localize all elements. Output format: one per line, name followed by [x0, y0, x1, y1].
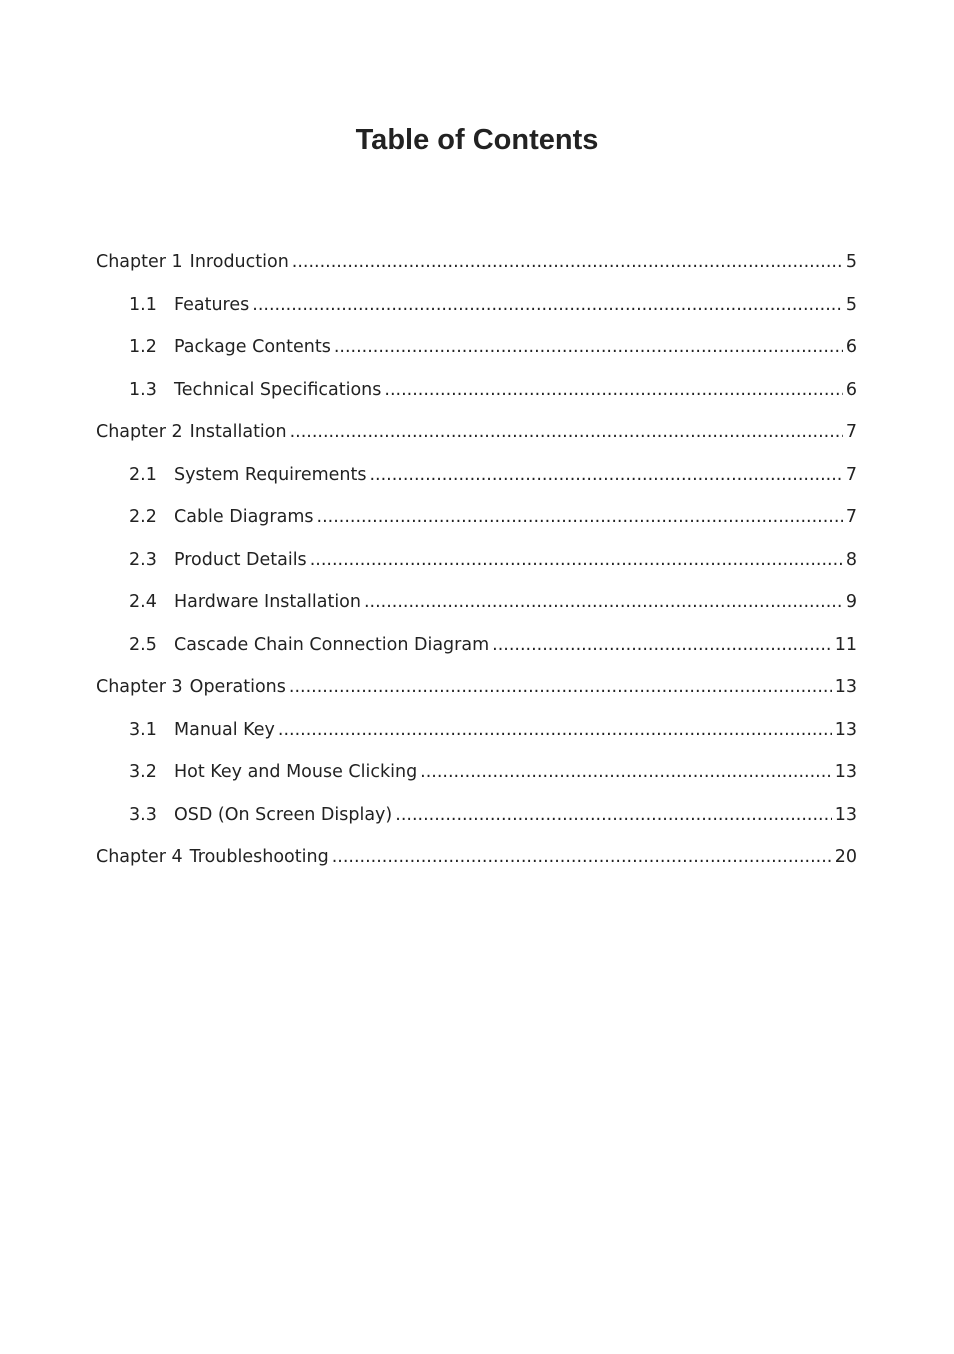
toc-entry-page: 11	[834, 634, 857, 655]
toc-entry-page: 5	[845, 252, 857, 272]
toc-entry-number: 2.5	[129, 634, 157, 655]
toc-entry-number: 2.4	[129, 592, 157, 612]
toc-entry-section-1-2[interactable]	[96, 326, 857, 369]
toc-entry-number: 1.3	[129, 379, 157, 400]
toc-entry-section-2-1[interactable]	[96, 454, 857, 497]
toc-entry-chapter-1[interactable]	[96, 241, 857, 284]
toc-entry-label: Features	[174, 294, 250, 315]
toc-entry-chapter-2[interactable]	[96, 411, 857, 454]
page-title: Table of Contents	[355, 124, 599, 156]
toc-entry-page: 13	[834, 677, 857, 697]
toc-entry-section-2-5[interactable]	[96, 624, 857, 667]
toc-entry-number: 3.3	[129, 804, 157, 825]
toc-entry-label: System Requirements	[174, 464, 367, 485]
toc-entry-label: Cascade Chain Connection Diagram	[174, 634, 490, 655]
dot-leader	[420, 751, 832, 794]
toc-entry-number: 2.3	[129, 549, 157, 570]
toc-entry-label: OSD (On Screen Display)	[174, 804, 393, 825]
dot-leader	[278, 709, 832, 752]
dot-leader	[252, 284, 843, 327]
toc-entry-label: Inroduction	[189, 252, 289, 272]
toc-entry-label: Package Contents	[174, 337, 331, 357]
toc-entry-page: 7	[845, 464, 857, 485]
toc-entry-label: Installation	[189, 422, 287, 442]
dot-leader	[332, 836, 832, 879]
toc-entry-number: 2.2	[129, 507, 157, 527]
dot-leader	[317, 496, 843, 539]
toc-entry-section-2-3[interactable]	[96, 539, 857, 582]
toc-entry-page: 9	[845, 592, 857, 612]
dot-leader	[289, 666, 832, 709]
toc-entry-section-3-3[interactable]	[96, 794, 857, 837]
toc-entry-page: 6	[845, 379, 857, 400]
toc-entry-section-1-3[interactable]	[96, 369, 857, 412]
toc-entry-label: Troubleshooting	[189, 847, 329, 867]
toc-entry-number: 3.1	[129, 719, 157, 740]
toc-entry-section-1-1[interactable]	[96, 284, 857, 327]
dot-leader	[492, 624, 832, 667]
toc-entry-label: Technical Specifications	[174, 379, 382, 400]
toc-entry-page: 13	[834, 719, 857, 740]
toc-entry-label: Product Details	[174, 549, 307, 570]
toc-entry-page: 13	[834, 804, 857, 825]
toc-entry-label: Manual Key	[174, 719, 275, 740]
toc-entry-chapter-4[interactable]	[96, 836, 857, 879]
dot-leader	[395, 794, 831, 837]
toc-entry-label: Hardware Installation	[174, 592, 361, 612]
toc-entry-chapter-3[interactable]	[96, 666, 857, 709]
toc-entry-label: Hot Key and Mouse Clicking	[174, 762, 418, 782]
dot-leader	[290, 411, 843, 454]
toc-entry-page: 5	[845, 294, 857, 315]
toc-entry-section-3-1[interactable]	[96, 709, 857, 752]
table-of-contents	[96, 241, 857, 879]
toc-entry-number: 1.1	[129, 294, 157, 315]
dot-leader	[364, 581, 843, 624]
toc-entry-label: Operations	[189, 677, 286, 697]
toc-entry-page: 7	[845, 507, 857, 527]
toc-entry-number: 2.1	[129, 464, 157, 485]
toc-entry-section-2-2[interactable]	[96, 496, 857, 539]
toc-entry-section-3-2[interactable]	[96, 751, 857, 794]
dot-leader	[384, 369, 842, 412]
toc-entry-number: Chapter 4	[96, 847, 183, 867]
toc-entry-page: 7	[845, 422, 857, 442]
toc-entry-number: Chapter 1	[96, 252, 183, 272]
toc-entry-number: 3.2	[129, 762, 157, 782]
toc-entry-section-2-4[interactable]	[96, 581, 857, 624]
toc-entry-number: Chapter 2	[96, 422, 183, 442]
dot-leader	[369, 454, 842, 497]
toc-entry-page: 8	[845, 549, 857, 570]
dot-leader	[334, 326, 843, 369]
toc-entry-number: 1.2	[129, 337, 157, 357]
toc-entry-label: Cable Diagrams	[174, 507, 314, 527]
toc-entry-number: Chapter 3	[96, 677, 183, 697]
dot-leader	[292, 241, 843, 284]
dot-leader	[310, 539, 843, 582]
toc-entry-page: 20	[834, 847, 857, 867]
toc-entry-page: 13	[834, 762, 857, 782]
toc-entry-page: 6	[845, 337, 857, 357]
